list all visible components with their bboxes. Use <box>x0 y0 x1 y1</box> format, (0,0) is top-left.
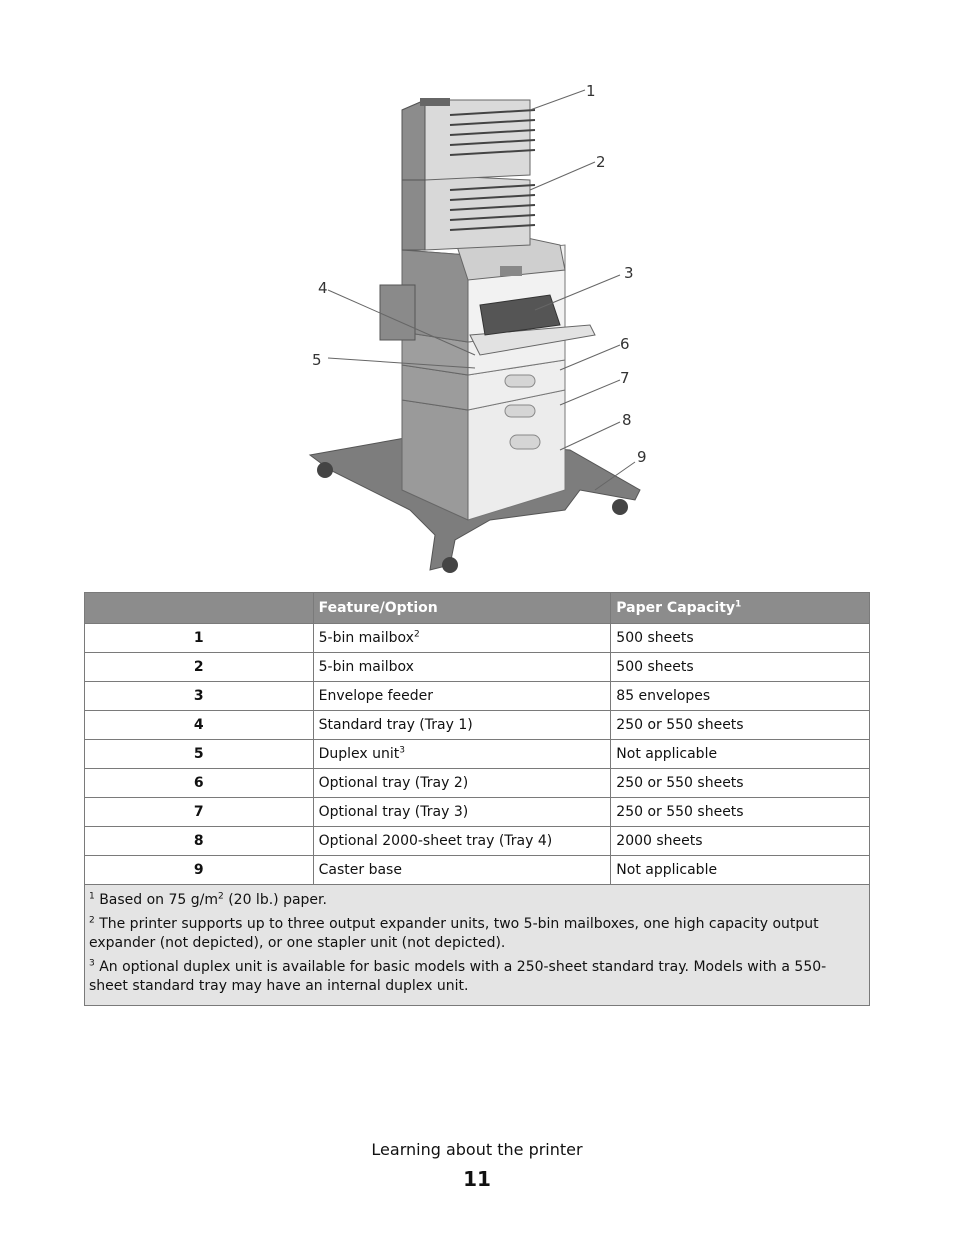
printer-drawing <box>290 70 670 580</box>
feature-text: Standard tray (Tray 1) <box>318 717 473 733</box>
callout-3: 3 <box>624 264 634 282</box>
callout-4: 4 <box>318 279 328 297</box>
row-number: 9 <box>85 856 314 885</box>
table-row <box>85 798 870 827</box>
feature-text: Optional 2000-sheet tray (Tray 4) <box>318 833 553 849</box>
footnote-2 <box>89 915 865 953</box>
row-number: 6 <box>85 769 314 798</box>
row-number: 2 <box>85 653 314 682</box>
footnotes-cell <box>85 885 870 1006</box>
row-capacity: 250 or 550 sheets <box>611 711 870 740</box>
callout-9: 9 <box>637 448 647 466</box>
footnote-marker: 3 <box>399 745 406 756</box>
callout-8: 8 <box>622 411 632 429</box>
row-capacity: 250 or 550 sheets <box>611 769 870 798</box>
table-row <box>85 827 870 856</box>
feature-text: 5-bin mailbox <box>318 659 414 675</box>
footnote-marker: 2 <box>413 629 420 640</box>
callout-2: 2 <box>596 153 606 171</box>
row-capacity: 500 sheets <box>611 653 870 682</box>
row-number: 8 <box>85 827 314 856</box>
feature-text: Optional tray (Tray 3) <box>318 804 469 820</box>
row-feature <box>313 827 611 856</box>
footnote-marker: 1 <box>735 599 742 610</box>
column-header-feature: Feature/Option <box>313 593 611 624</box>
table-row <box>85 856 870 885</box>
feature-text: Envelope feeder <box>318 688 434 704</box>
callout-6: 6 <box>620 335 630 353</box>
footnote-3 <box>89 958 865 996</box>
table-row <box>85 711 870 740</box>
capacity-header-text: Paper Capacity <box>616 600 736 616</box>
footnote-marker: 2 <box>89 915 95 926</box>
row-feature <box>313 740 611 769</box>
row-feature <box>313 711 611 740</box>
row-capacity: 85 envelopes <box>611 682 870 711</box>
column-header-capacity <box>611 593 870 624</box>
row-capacity: Not applicable <box>611 856 870 885</box>
table-row <box>85 682 870 711</box>
row-feature <box>313 682 611 711</box>
row-feature <box>313 624 611 653</box>
row-capacity: 500 sheets <box>611 624 870 653</box>
feature-text: 5-bin mailbox <box>318 630 414 646</box>
column-header-number <box>85 593 314 624</box>
section-title: Learning about the printer <box>371 1140 583 1159</box>
footnote-marker: 3 <box>89 958 95 969</box>
callout-1: 1 <box>586 82 596 100</box>
feature-text: Optional tray (Tray 2) <box>318 775 469 791</box>
row-number: 4 <box>85 711 314 740</box>
footnotes-row <box>85 885 870 1006</box>
table-row <box>85 653 870 682</box>
row-number: 7 <box>85 798 314 827</box>
feature-text: Duplex unit <box>318 746 400 762</box>
footnote-1-text-a: Based on 75 g/m <box>99 892 219 908</box>
table-row <box>85 769 870 798</box>
footnote-1 <box>89 891 865 910</box>
row-number: 1 <box>85 624 314 653</box>
feature-capacity-table <box>84 592 870 1006</box>
row-capacity: Not applicable <box>611 740 870 769</box>
table-row <box>85 624 870 653</box>
row-feature <box>313 653 611 682</box>
feature-text: Caster base <box>318 862 402 878</box>
table-header-row <box>85 593 870 624</box>
footnote-marker: 1 <box>89 891 95 902</box>
footnote-2-text: The printer supports up to three output expander units, two 5-bin mailboxes, one high capacity output expander (not depicted), or one stapler unit (not depicted). <box>89 916 819 951</box>
superscript-2: 2 <box>218 891 224 902</box>
footnote-1-text-b: (20 lb.) paper. <box>223 892 327 908</box>
row-number: 5 <box>85 740 314 769</box>
row-number: 3 <box>85 682 314 711</box>
row-capacity: 250 or 550 sheets <box>611 798 870 827</box>
row-feature <box>313 856 611 885</box>
row-capacity: 2000 sheets <box>611 827 870 856</box>
row-feature <box>313 769 611 798</box>
page-number: 11 <box>463 1167 491 1191</box>
callout-5: 5 <box>312 351 322 369</box>
table-row <box>85 740 870 769</box>
callout-7: 7 <box>620 369 630 387</box>
row-feature <box>313 798 611 827</box>
footnote-3-text: An optional duplex unit is available for basic models with a 250-sheet standard tray. Models with a 550-sheet standard tray may have an internal duplex unit. <box>89 959 827 994</box>
printer-illustration <box>290 70 670 580</box>
